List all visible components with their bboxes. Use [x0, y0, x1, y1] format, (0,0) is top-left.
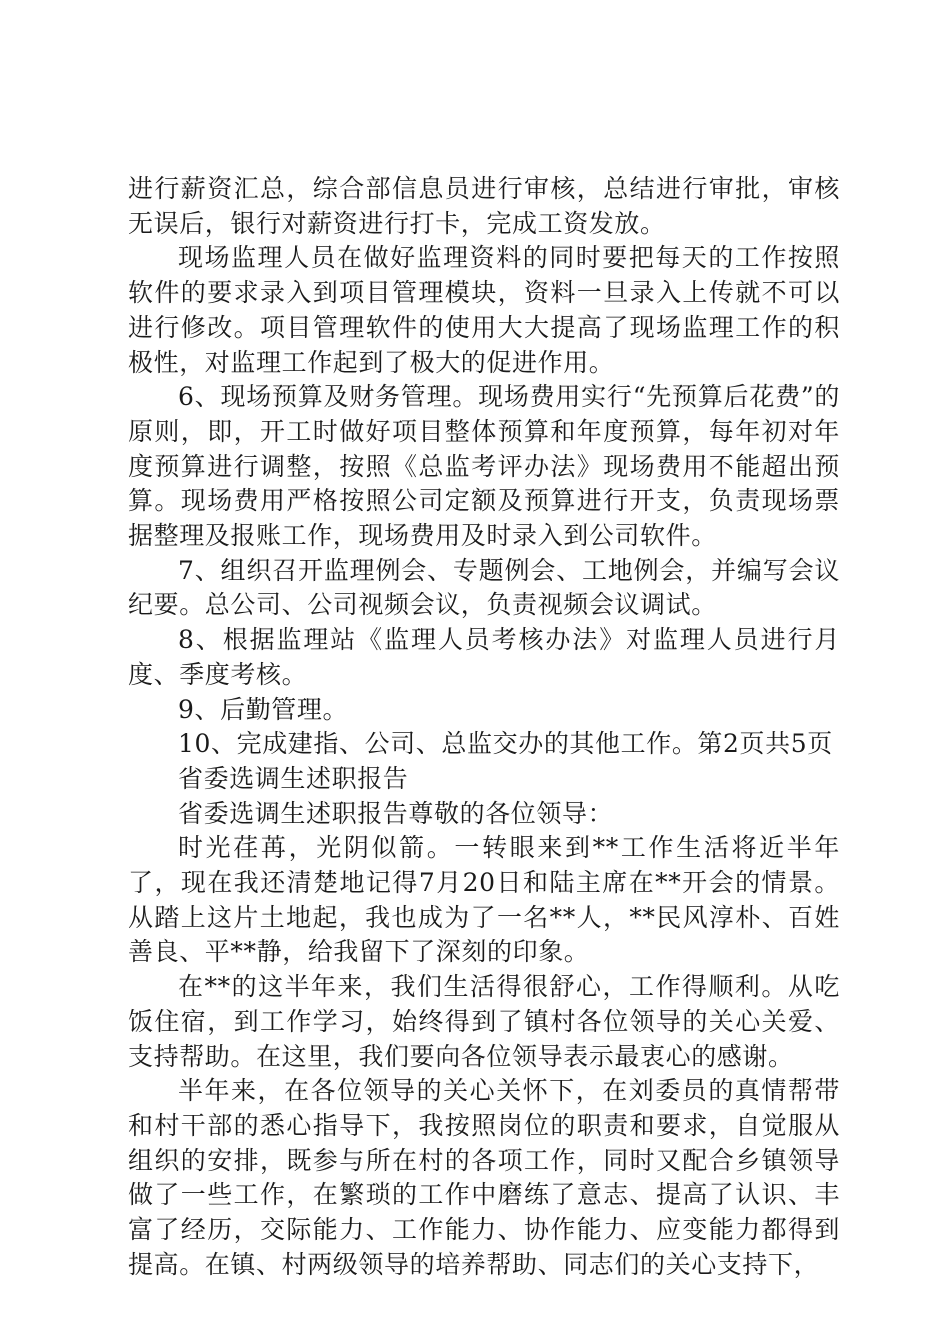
- paragraph-time-flies: 时光荏苒，光阴似箭。一转眼来到**工作生活将近半年了，现在我还清楚地记得7月20日和陆主席在**开会的情景。从踏上这片土地起，我也成为了一名**人，**民风淳朴、百姓善良、平**静，给我留下了深刻的印象。: [128, 833, 840, 967]
- paragraph-item-7-meetings: 7、组织召开监理例会、专题例会、工地例会，并编写会议纪要。总公司、公司视频会议，负责视频会议调试。: [128, 555, 840, 620]
- report-salutation: 省委选调生述职报告尊敬的各位领导：: [178, 798, 614, 828]
- paragraph-item-9-logistics: 9、后勤管理。: [178, 694, 349, 724]
- paragraph-salary-summary: 进行薪资汇总，综合部信息员进行审核，总结进行审批，审核无误后，银行对薪资进行打卡，完成工资发放。: [128, 174, 840, 238]
- paragraph-item-8-assessment: 8、根据监理站《监理人员考核办法》对监理人员进行月度、季度考核。: [128, 625, 840, 689]
- report-title: 省委选调生述职报告: [178, 763, 409, 793]
- paragraph-half-year-work: 半年来，在各位领导的关心关怀下，在刘委员的真情帮带和村干部的悉心指导下，我按照岗位的职责和要求，自觉服从组织的安排，既参与所在村的各项工作，同时又配合乡镇领导做了一些工作，在繁琐的工作中磨练了意志、提高了认识、丰富了经历，交际能力、工作能力、协作能力、应变能力都得到提高。在镇、村两级领导的培养帮助、同志们的关心支持下，: [128, 1076, 840, 1279]
- paragraph-half-year-life: 在**的这半年来，我们生活得很舒心，工作得顺利。从吃饭住宿，到工作学习，始终得到了镇村各位领导的关心关爱、支持帮助。在这里，我们要向各位领导表示最衷心的感谢。: [128, 972, 840, 1071]
- paragraph-item-10-other-work: 10、完成建指、公司、总监交办的其他工作。第2页共5页: [178, 729, 833, 759]
- paragraph-software-entry: 现场监理人员在做好监理资料的同时要把每天的工作按照软件的要求录入到项目管理模块，资料一旦录入上传就不可以进行修改。项目管理软件的使用大大提高了现场监理工作的积极性，对监理工作起到了极大的促进作用。: [128, 243, 840, 377]
- paragraph-item-6-budget: 6、现场预算及财务管理。现场费用实行“先预算后花费”的原则，即，开工时做好项目整体预算和年度预算，每年初对年度预算进行调整，按照《总监考评办法》现场费用不能超出预算。现场费用严格按照公司定额及预算进行开支，负责现场票据整理及报账工作，现场费用及时录入到公司软件。: [128, 382, 840, 551]
- document-body: [128, 172, 840, 1283]
